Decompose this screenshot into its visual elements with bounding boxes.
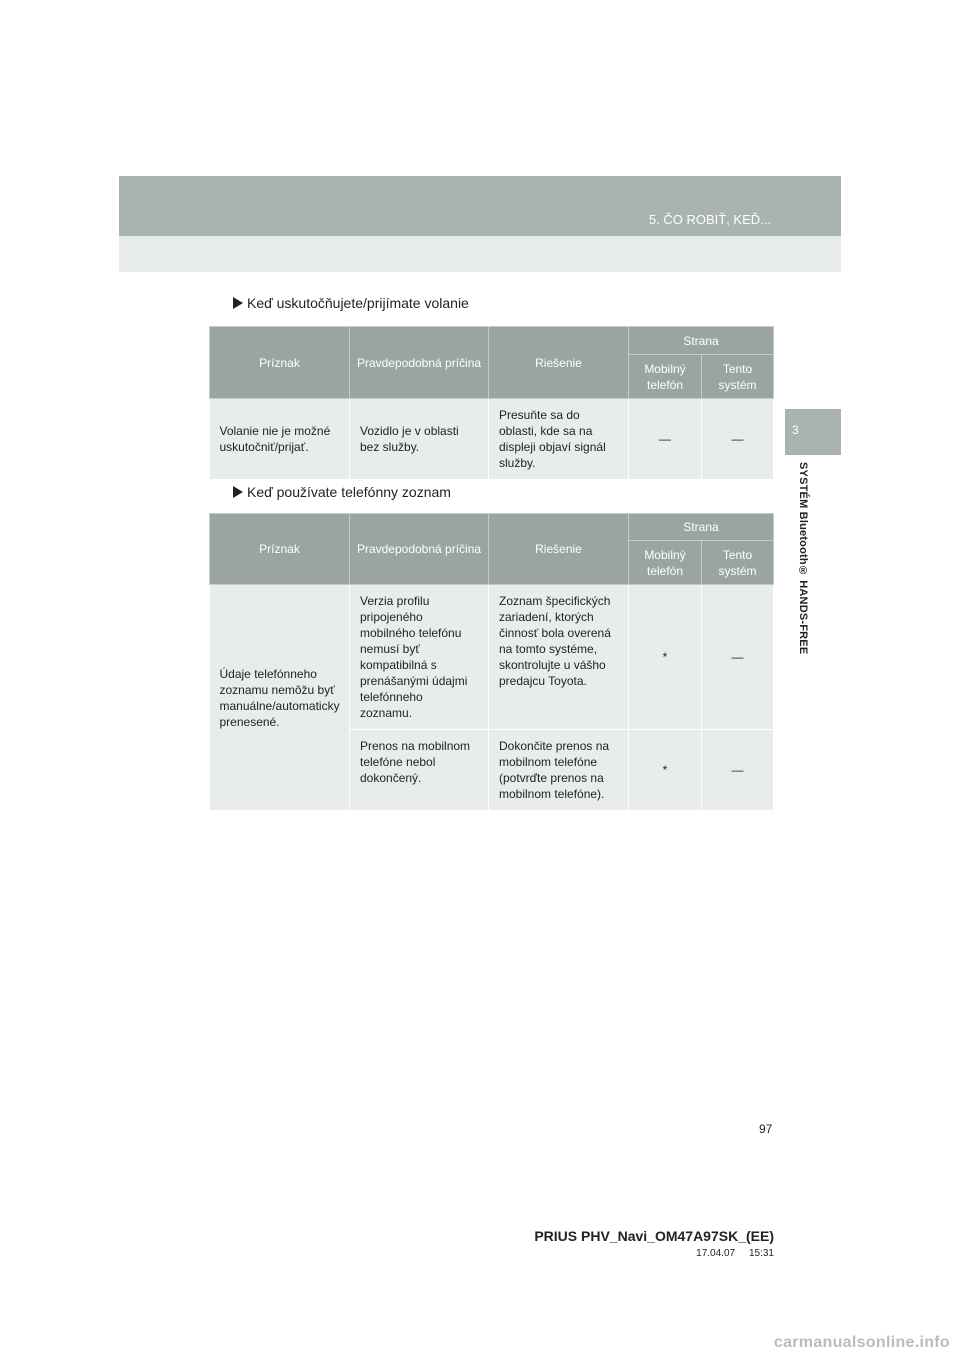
cell-pricina: Verzia profilu pripojeného mobilného telefónu nemusí byť kompatibilná s prenášanými údajmi telefónneho zoznamu. (350, 585, 489, 730)
chapter-label-text: SYSTÉM Bluetooth® HANDS-FREE (797, 462, 809, 655)
cell-system: — (702, 399, 774, 480)
triangle-bullet-icon (233, 297, 243, 309)
cell-priznak: Volanie nie je možné uskutočniť/prijať. (210, 399, 350, 480)
section1-heading-text: Keď uskutočňujete/prijímate volanie (247, 295, 469, 311)
cell-mobil: * (629, 730, 702, 811)
cell-riesenie: Zoznam špecifických zariadení, ktorých činnosť bola overená na tomto systéme, skontrolujte u vášho predajcu Toyota. (489, 585, 629, 730)
cell-system: — (702, 730, 774, 811)
cell-priznak: Údaje telefónneho zoznamu nemôžu byť manuálne/automaticky prenesené. (210, 585, 350, 811)
header-sub-band (119, 236, 841, 272)
calling-table (209, 326, 774, 480)
header-band (119, 176, 841, 236)
triangle-bullet-icon (233, 486, 243, 498)
table-row (210, 585, 774, 730)
footer-model: PRIUS PHV_Navi_OM47A97SK_(EE) (534, 1228, 774, 1244)
section-title: 5. ČO ROBIŤ, KEĎ... (648, 212, 771, 227)
col-priznak: Príznak (210, 327, 350, 399)
section2-heading (233, 484, 451, 500)
watermark: carmanualsonline.info (773, 1334, 950, 1351)
cell-riesenie: Dokončite prenos na mobilnom telefóne (potvrďte prenos na mobilnom telefóne). (489, 730, 629, 811)
cell-pricina: Prenos na mobilnom telefóne nebol dokončený. (350, 730, 489, 811)
col-pricina: Pravdepodobná príčina (350, 327, 489, 399)
col-mobil: Mobilný telefón (629, 541, 702, 585)
col-system: Tento systém (702, 541, 774, 585)
col-priznak: Príznak (210, 514, 350, 585)
col-pricina: Pravdepodobná príčina (350, 514, 489, 585)
col-strana: Strana (629, 327, 774, 355)
table-row (210, 399, 774, 480)
cell-riesenie: Presuňte sa do oblasti, kde sa na displeji objaví signál služby. (489, 399, 629, 480)
col-strana: Strana (629, 514, 774, 541)
col-riesenie: Riešenie (489, 514, 629, 585)
page-number: 97 (759, 1122, 773, 1136)
cell-system: — (702, 585, 774, 730)
chapter-number: 3 (792, 423, 799, 437)
col-mobil: Mobilný telefón (629, 355, 702, 399)
cell-mobil: * (629, 585, 702, 730)
section1-heading (233, 295, 469, 311)
footer-date: 17.04.07 15:31 (696, 1248, 774, 1259)
col-system: Tento systém (702, 355, 774, 399)
col-riesenie: Riešenie (489, 327, 629, 399)
chapter-label (797, 462, 811, 682)
phonebook-table (209, 513, 774, 811)
cell-mobil: — (629, 399, 702, 480)
cell-pricina: Vozidlo je v oblasti bez služby. (350, 399, 489, 480)
section2-heading-text: Keď používate telefónny zoznam (247, 484, 451, 500)
chapter-tab (785, 409, 841, 455)
